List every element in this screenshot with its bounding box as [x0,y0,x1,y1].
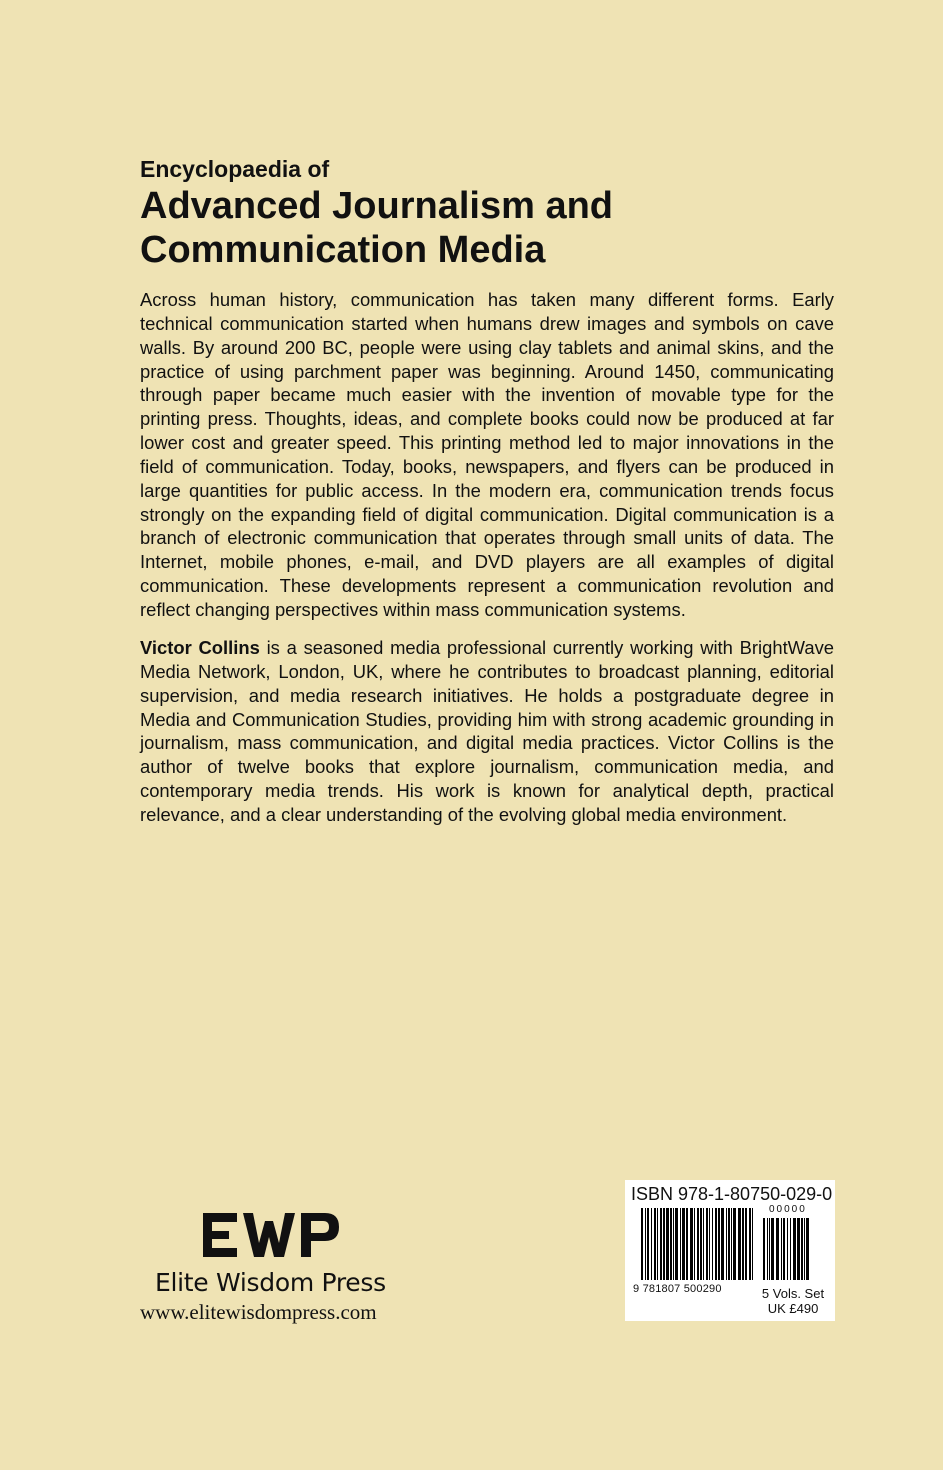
author-bio-text: is a seasoned media professional currently working with BrightWave Media Network, London, UK, where he contributes to broadcast planning, editorial supervision, and media research initiatives. He holds a postgraduate degree in Media and Communication Studies, providing him with strong academic grounding in journalism, mass communication, and digital media practices. Victor Collins is the author of twelve books that explore journalism, communication media, and contemporary media trends. His work is known for analytical depth, practical relevance, and a clear understanding of the evolving global media environment. [140,637,835,825]
isbn-label: ISBN 978-1-80750-029-0 [631,1184,833,1204]
price-label [758,1286,828,1316]
book-title-line-2: Communication Media [140,229,546,271]
book-title-line-1: Advanced Journalism and [140,185,614,227]
barcode-addon-digits: 00000 [769,1204,807,1215]
author-name: Victor Collins [140,637,260,658]
book-description: Across human history, communication has taken many different forms. Early technical communication started when humans drew images and symbols on cave walls. By around 200 BC, people were using clay tablets and animal skins, and the practice of using parchment paper was beginning. Around 1450, communicating through paper became much easier with the invention of movable type for the printing press. Thoughts, ideas, and complete books could now be produced at far lower cost and greater speed. This printing method led to major innovations in the field of communication. Today, books, newspapers, and flyers can be produced in large quantities for public access. In the modern era, communication trends focus strongly on the expanding field of digital communication. Digital communication is a branch of electronic communication that operates through small units of data. The Internet, mobile phones, e-mail, and DVD players are all examples of digital communication. These developments represent a communication revolution and reflect changing perspectives within mass communication systems. [140,289,834,620]
series-kicker: Encyclopaedia of [140,156,330,182]
barcode-bars [639,1208,829,1288]
isbn-barcode [625,1180,835,1321]
barcode-digits: 9 781807 500290 [633,1283,722,1295]
volume-set: 5 Vols. Set [761,1286,825,1301]
author-bio [140,636,834,827]
publisher-website: www.elitewisdompress.com [140,1300,377,1324]
publisher-name: Elite Wisdom Press [155,1268,386,1297]
price: UK £490 [767,1301,819,1316]
publisher-logo [203,1213,343,1261]
book-title [140,184,840,272]
